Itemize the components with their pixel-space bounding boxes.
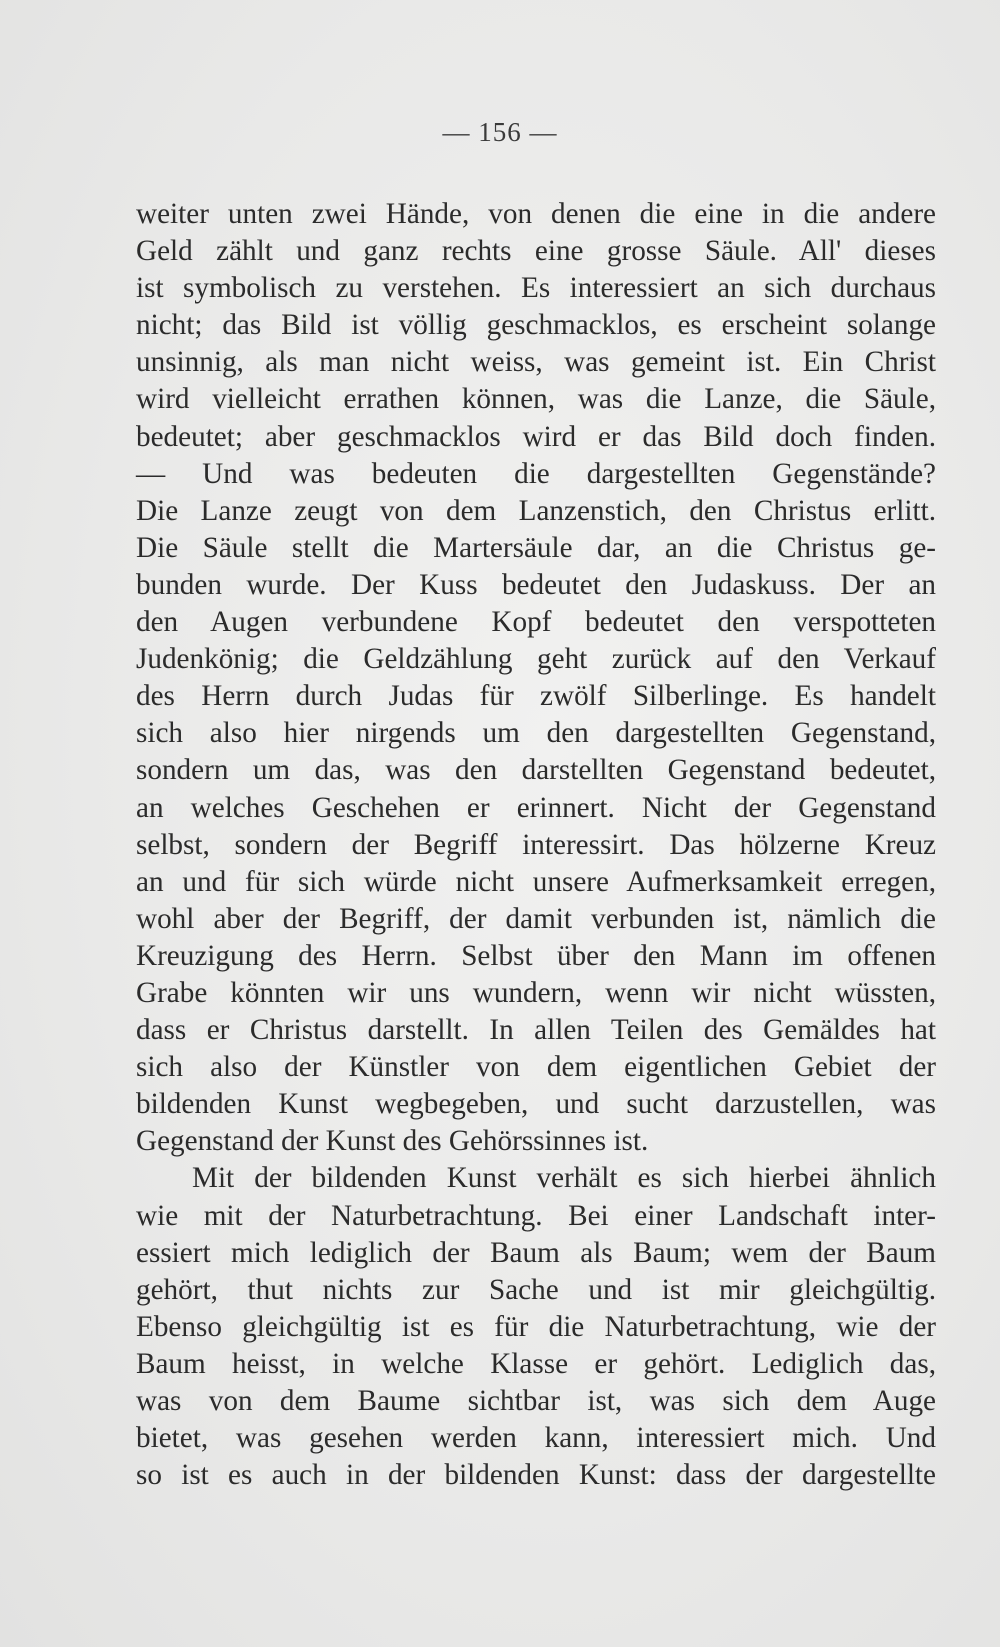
text-line: ist symbolisch zu verstehen. Es interessiert an sich durchaus xyxy=(136,272,936,305)
text-line: nicht; das Bild ist völlig geschmacklos, es erscheint solange xyxy=(136,309,936,342)
text-line: den Augen verbundene Kopf bedeutet den verspotteten xyxy=(136,606,936,639)
text-line: wie mit der Naturbetrachtung. Bei einer Landschaft inter- xyxy=(136,1199,936,1232)
text-line: Die Säule stellt die Martersäule dar, an die Christus ge- xyxy=(136,531,936,564)
text-line: des Herrn durch Judas für zwölf Silberlinge. Es handelt xyxy=(136,680,936,713)
text-line: weiter unten zwei Hände, von denen die eine in die andere xyxy=(136,198,936,230)
text-line: wohl aber der Begriff, der damit verbunden ist, nämlich die xyxy=(136,902,936,935)
body-text xyxy=(136,196,936,1494)
text-line: sich also der Künstler von dem eigentlichen Gebiet der xyxy=(136,1051,936,1084)
text-line: bietet, was gesehen werden kann, interessiert mich. Und xyxy=(136,1422,936,1455)
text-line: sich also hier nirgends um den dargestellten Gegenstand, xyxy=(136,717,936,750)
text-line: sondern um das, was den darstellten Gegenstand bedeutet, xyxy=(136,754,936,787)
text-line: Ebenso gleichgültig ist es für die Naturbetrachtung, wie der xyxy=(136,1310,936,1343)
text-line: Kreuzigung des Herrn. Selbst über den Mann im offenen xyxy=(136,939,936,972)
text-line: Grabe könnten wir uns wundern, wenn wir nicht wüssten, xyxy=(136,976,936,1009)
text-line: gehört, thut nichts zur Sache und ist mir gleichgültig. xyxy=(136,1273,936,1306)
text-line: an welches Geschehen er erinnert. Nicht der Gegenstand xyxy=(136,791,936,824)
text-line: was von dem Baume sichtbar ist, was sich dem Auge xyxy=(136,1385,936,1417)
text-line: Gegenstand der Kunst des Gehörssinnes ist. xyxy=(136,1125,649,1158)
text-line: wird vielleicht errathen können, was die Lanze, die Säule, xyxy=(136,383,936,416)
text-line: bunden wurde. Der Kuss bedeutet den Judaskuss. Der an xyxy=(136,568,936,601)
text-line: Geld zählt und ganz rechts eine grosse Säule. All' dieses xyxy=(136,235,936,268)
page-number: — 156 — xyxy=(442,117,558,147)
text-line: unsinnig, als man nicht weiss, was gemeint ist. Ein Christ xyxy=(136,346,936,379)
text-line: Die Lanze zeugt von dem Lanzenstich, den Christus erlitt. xyxy=(136,494,936,527)
text-line: essiert mich lediglich der Baum als Baum; wem der Baum xyxy=(136,1236,936,1269)
text-line: Mit der bildenden Kunst verhält es sich hierbei ähnlich xyxy=(192,1162,936,1195)
text-line: Baum heisst, in welche Klasse er gehört. Lediglich das, xyxy=(136,1347,936,1380)
text-line: an und für sich würde nicht unsere Aufmerksamkeit erregen, xyxy=(136,865,936,898)
text-line: Judenkönig; die Geldzählung geht zurück auf den Verkauf xyxy=(136,643,936,676)
text-line: so ist es auch in der bildenden Kunst: dass der dargestellte xyxy=(136,1459,936,1492)
text-line: bildenden Kunst wegbegeben, und sucht darzustellen, was xyxy=(136,1088,936,1121)
text-line: dass er Christus darstellt. In allen Teilen des Gemäldes hat xyxy=(136,1014,936,1047)
text-line: selbst, sondern der Begriff interessirt. Das hölzerne Kreuz xyxy=(136,828,936,861)
text-line: bedeutet; aber geschmacklos wird er das Bild doch finden. xyxy=(136,420,936,453)
text-line: — Und was bedeuten die dargestellten Gegenstände? xyxy=(136,457,936,490)
